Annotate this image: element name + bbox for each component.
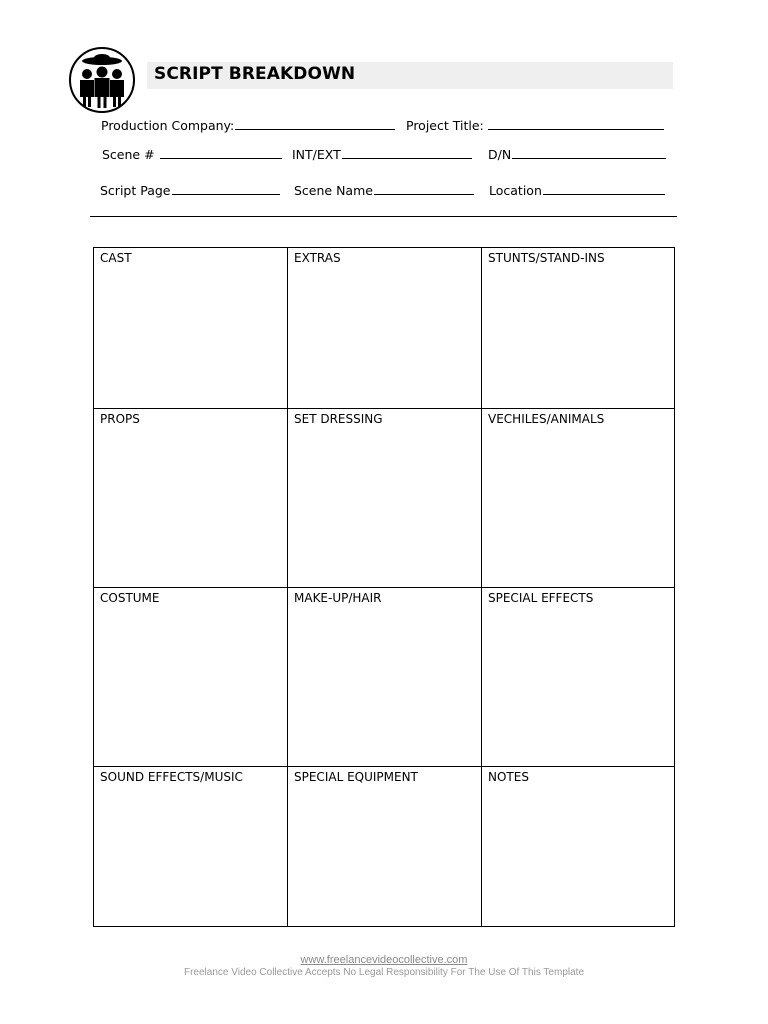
- footer-url-link[interactable]: www.freelancevideocollective.com: [300, 954, 468, 966]
- int-ext-label: INT/EXT: [292, 147, 341, 162]
- script-page-label: Script Page: [100, 183, 171, 198]
- cast-label: CAST: [100, 251, 132, 265]
- logo-icon: [68, 47, 136, 113]
- extras-cell[interactable]: [288, 248, 482, 409]
- day-night-label: D/N: [488, 147, 512, 162]
- title-bar: [147, 62, 673, 89]
- makeup-label: MAKE-UP/HAIR: [294, 591, 382, 605]
- scene-name-field[interactable]: [294, 182, 474, 199]
- props-label: PROPS: [100, 412, 140, 426]
- set-dressing-label: SET DRESSING: [294, 412, 383, 426]
- scene-number-label: Scene #: [102, 147, 155, 162]
- sound-label: SOUND EFFECTS/MUSIC: [100, 770, 243, 784]
- vehicles-cell[interactable]: [482, 409, 674, 588]
- special-equipment-label: SPECIAL EQUIPMENT: [294, 770, 418, 784]
- costume-cell[interactable]: [94, 588, 288, 767]
- location-label: Location: [489, 183, 542, 198]
- sound-cell[interactable]: [94, 767, 288, 926]
- footer-disclaimer: Freelance Video Collective Accepts No Legal Responsibility For The Use Of This Template: [183, 967, 584, 978]
- vehicles-label: VECHILES/ANIMALS: [488, 412, 605, 426]
- day-night-field[interactable]: [488, 146, 666, 163]
- scene-name-label: Scene Name: [294, 183, 373, 198]
- notes-cell[interactable]: [482, 767, 674, 926]
- location-field[interactable]: [489, 182, 665, 199]
- header-divider: [90, 216, 677, 217]
- stunts-cell[interactable]: [482, 248, 674, 409]
- production-company-label: Production Company:: [101, 118, 235, 133]
- script-page-field[interactable]: [100, 182, 280, 199]
- project-title-label: Project Title:: [406, 118, 484, 133]
- notes-label: NOTES: [488, 770, 529, 784]
- stunts-label: STUNTS/STAND-INS: [488, 251, 605, 265]
- special-effects-cell[interactable]: [482, 588, 674, 767]
- production-company-field[interactable]: [101, 117, 395, 134]
- int-ext-field[interactable]: [292, 146, 472, 163]
- special-equipment-cell[interactable]: [288, 767, 482, 926]
- makeup-cell[interactable]: [288, 588, 482, 767]
- page-title: SCRIPT BREAKDOWN: [154, 64, 356, 84]
- breakdown-grid: [93, 247, 675, 927]
- props-cell[interactable]: [94, 409, 288, 588]
- extras-label: EXTRAS: [294, 251, 341, 265]
- cast-cell[interactable]: [94, 248, 288, 409]
- special-effects-label: SPECIAL EFFECTS: [488, 591, 594, 605]
- project-title-field[interactable]: [406, 117, 664, 134]
- set-dressing-cell[interactable]: [288, 409, 482, 588]
- scene-number-field[interactable]: [102, 146, 282, 163]
- costume-label: COSTUME: [100, 591, 160, 605]
